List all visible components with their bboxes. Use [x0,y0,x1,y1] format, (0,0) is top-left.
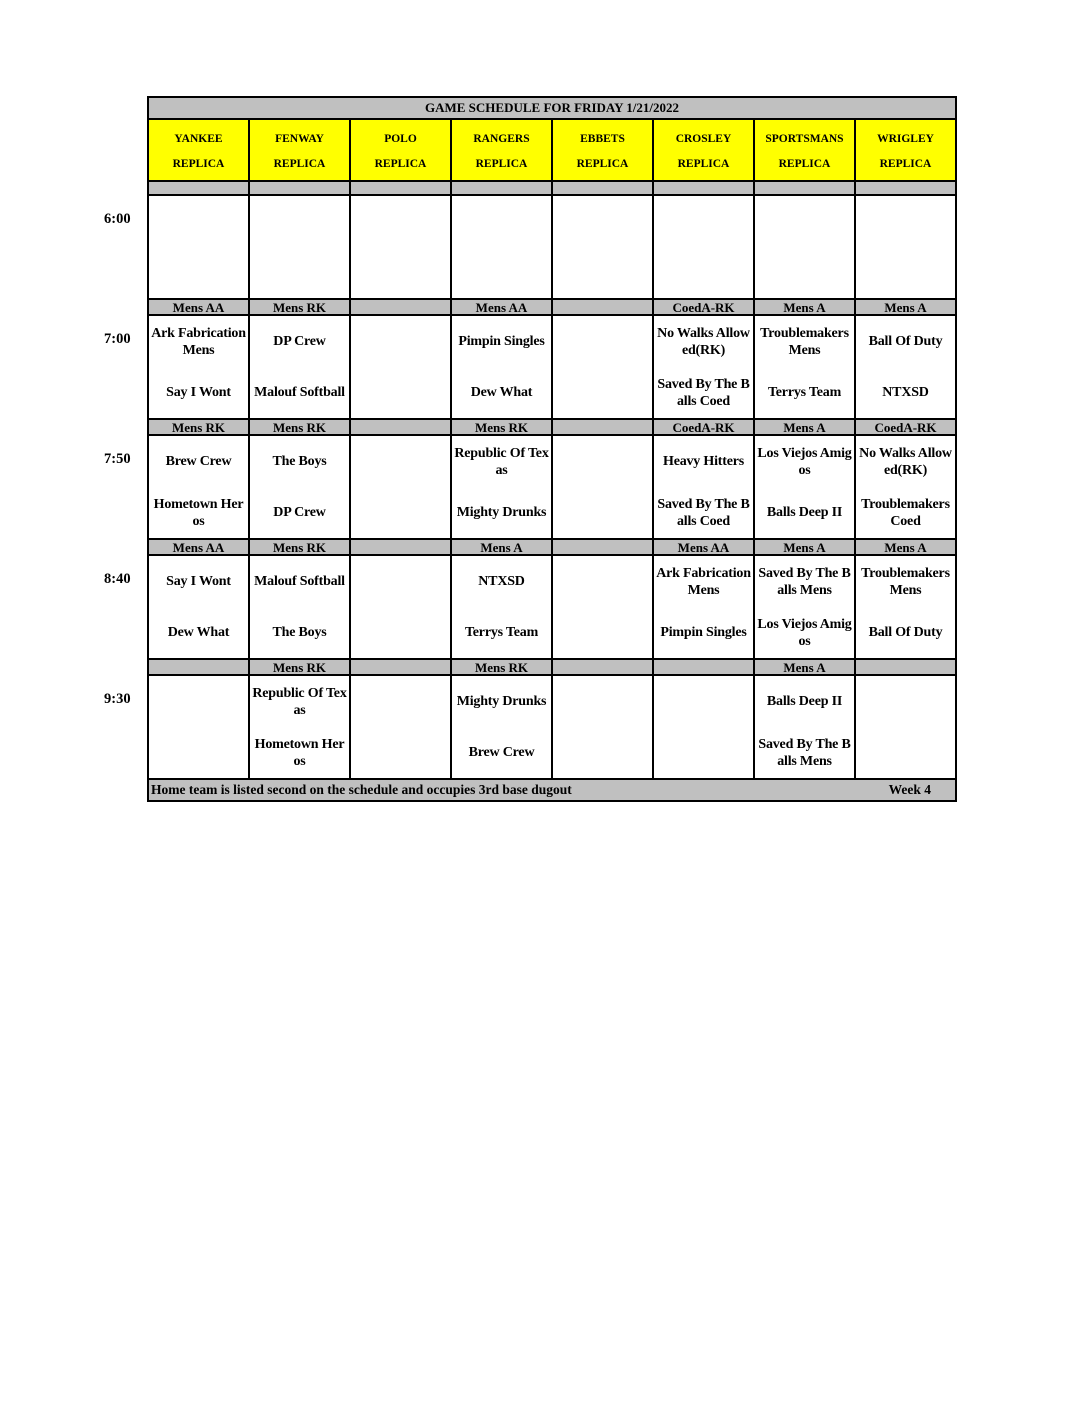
game-cell [553,196,654,298]
division-label: Mens AA [149,540,250,554]
away-team: Republic Of Texas [454,445,549,478]
division-label [553,540,654,554]
away-team: Troublemakers Mens [861,565,950,598]
home-team [351,487,450,538]
field-subtitle: REPLICA [172,157,225,170]
away-team: Republic Of Texas [252,685,347,718]
time-label: 6:00 [104,211,131,227]
game-cell [351,316,452,418]
game-cell [856,676,955,778]
away-team [452,196,551,247]
home-team: Say I Wont [166,385,231,400]
away-team [755,196,854,247]
game-cell [755,556,856,658]
home-team [351,727,450,778]
time-label: 9:30 [104,691,131,707]
game-row [149,556,955,660]
game-cell [149,556,250,658]
home-team: Brew Crew [468,745,535,760]
field-subtitle: REPLICA [879,157,932,170]
game-cell [149,196,250,298]
division-label: Mens AA [149,300,250,314]
division-label: Mens RK [250,420,351,434]
game-cell [250,676,351,778]
division-label: Mens RK [250,300,351,314]
field-subtitle: REPLICA [273,157,326,170]
division-label [351,300,452,314]
away-team: Troublemakers Mens [760,325,849,358]
field-name: EBBETS [580,132,625,145]
away-team: Say I Wont [166,574,231,589]
division-label: CoedA-RK [654,420,755,434]
field-header [755,120,856,180]
field-header [553,120,654,180]
away-team [250,196,349,247]
away-team [351,316,450,367]
division-label: Mens AA [452,300,553,314]
home-team: Terrys Team [464,625,539,640]
game-cell [654,316,755,418]
game-cell [856,196,955,298]
field-header [856,120,955,180]
away-team [351,196,450,247]
division-label: Mens A [755,300,856,314]
game-cell [250,556,351,658]
time-label: 7:50 [104,451,131,467]
away-team: Pimpin Singles [458,334,545,349]
away-team: Ball Of Duty [868,334,943,349]
away-team [553,316,652,367]
home-team: Malouf Softball [254,385,345,400]
away-team [149,196,248,247]
home-team: Balls Deep II [766,505,843,520]
home-team: Los Viejos Amigos [757,616,852,649]
away-team [553,556,652,607]
home-team: Dew What [470,385,533,400]
week-label: Week 4 [888,782,931,797]
field-name: CROSLEY [675,132,732,145]
home-team: Saved By The Balls Mens [758,736,851,769]
away-team: Malouf Softball [254,574,345,589]
home-team [856,247,955,298]
game-cell [654,676,755,778]
game-cell [250,316,351,418]
home-team [351,247,450,298]
home-team [149,247,248,298]
division-label [553,420,654,434]
field-header-row [149,120,955,182]
game-cell [755,316,856,418]
game-cell [452,436,553,538]
division-label: Mens RK [452,660,553,674]
field-name: WRIGLEY [877,132,934,145]
field-subtitle: REPLICA [778,157,831,170]
home-team: Hometown Heros [153,496,244,529]
home-team: Saved By The Balls Coed [657,496,750,529]
field-name: FENWAY [275,132,324,145]
away-team: Balls Deep II [766,694,843,709]
game-cell [452,316,553,418]
away-team: Saved By The Balls Mens [758,565,851,598]
division-label: Mens AA [654,540,755,554]
field-name: POLO [384,132,417,145]
field-header [149,120,250,180]
away-team [149,676,248,727]
game-cell [250,196,351,298]
game-cell [149,316,250,418]
field-name: RANGERS [473,132,530,145]
division-label [553,300,654,314]
home-team [351,367,450,418]
field-subtitle: REPLICA [677,157,730,170]
blank-band-cell [149,182,250,194]
division-label [149,660,250,674]
home-team: Troublemakers Coed [861,496,950,529]
home-team [553,487,652,538]
home-team: Mighty Drunks [456,505,547,520]
division-label: Mens A [755,660,856,674]
home-team [250,247,349,298]
home-team [654,727,753,778]
away-team: The Boys [272,454,327,469]
division-label: Mens A [452,540,553,554]
game-cell [553,556,654,658]
division-label: Mens A [884,540,927,554]
division-label: CoedA-RK [654,300,755,314]
division-label: Mens RK [250,660,351,674]
home-team [452,247,551,298]
field-subtitle: REPLICA [475,157,528,170]
home-team: Hometown Heros [254,736,345,769]
schedule-title: GAME SCHEDULE FOR FRIDAY 1/21/2022 [149,98,955,120]
division-label [856,660,955,674]
blank-band-cell [755,182,856,194]
blank-band [149,182,955,196]
game-cell [553,676,654,778]
game-cell [755,196,856,298]
division-label [553,660,654,674]
home-team [351,607,450,658]
game-cell [755,436,856,538]
field-subtitle: REPLICA [576,157,629,170]
division-label [351,420,452,434]
home-team: Saved By The Balls Coed [657,376,750,409]
away-team: Los Viejos Amigos [757,445,852,478]
away-team: Ark Fabrication Mens [656,565,751,598]
home-team [553,367,652,418]
home-team: Dew What [167,625,230,640]
home-team [654,247,753,298]
away-team [351,676,450,727]
game-row [149,676,955,780]
game-row [149,316,955,420]
game-cell [351,556,452,658]
away-team [654,196,753,247]
game-cell [755,676,856,778]
game-cell [452,556,553,658]
blank-band-cell [351,182,452,194]
game-cell [654,556,755,658]
division-label: Mens A [755,420,856,434]
division-label [351,540,452,554]
field-header [250,120,351,180]
away-team: DP Crew [273,334,326,349]
game-cell [452,676,553,778]
schedule-footer [149,780,955,800]
game-cell [351,436,452,538]
game-cell [553,316,654,418]
schedule-table [147,96,957,802]
away-team [856,196,955,247]
home-team [553,727,652,778]
blank-band-cell [654,182,755,194]
time-slots [149,196,955,780]
game-cell [149,436,250,538]
division-label [351,660,452,674]
game-cell [351,196,452,298]
away-team: No Walks Allowed(RK) [859,445,952,478]
field-header [351,120,452,180]
home-team [553,247,652,298]
home-team [553,607,652,658]
division-label: Mens RK [149,420,250,434]
away-team: NTXSD [478,574,525,589]
field-header [654,120,755,180]
field-header [452,120,553,180]
blank-band-cell [452,182,553,194]
away-team: Ark Fabrication Mens [151,325,246,358]
away-team [553,196,652,247]
home-team: Ball Of Duty [868,625,943,640]
time-label: 8:40 [104,571,131,587]
away-team [553,436,652,487]
division-row [149,540,955,556]
home-team [755,247,854,298]
division-label: Mens A [755,540,856,554]
away-team [856,676,955,727]
game-row [149,436,955,540]
division-row [149,300,955,316]
away-team: Heavy Hitters [663,454,744,469]
division-row [149,660,955,676]
time-label: 7:00 [104,331,131,347]
field-name: YANKEE [174,132,223,145]
division-label: Mens A [884,300,927,314]
away-team: No Walks Allowed(RK) [657,325,750,358]
division-label: Mens RK [452,420,553,434]
division-label: Mens RK [250,540,351,554]
blank-band-cell [553,182,654,194]
game-cell [553,436,654,538]
game-cell [452,196,553,298]
game-cell [250,436,351,538]
home-team: Pimpin Singles [660,625,747,640]
away-team [654,676,753,727]
division-label: CoedA-RK [874,420,937,434]
home-team: Terrys Team [767,385,842,400]
game-cell [654,436,755,538]
blank-band-cell [856,182,955,194]
division-label [654,660,755,674]
away-team [553,676,652,727]
game-row [149,196,955,300]
division-row [149,420,955,436]
away-team: Mighty Drunks [456,694,547,709]
home-team: NTXSD [882,385,929,400]
field-subtitle: REPLICA [374,157,427,170]
away-team [351,556,450,607]
game-cell [856,316,955,418]
home-team: DP Crew [273,505,326,520]
game-cell [351,676,452,778]
game-cell [654,196,755,298]
game-cell [149,676,250,778]
home-team [149,727,248,778]
home-team-note: Home team is listed second on the schedule and occupies 3rd base dugout [151,782,572,797]
home-team: The Boys [272,625,327,640]
field-name: SPORTSMANS [765,132,844,145]
blank-band-cell [250,182,351,194]
away-team [351,436,450,487]
away-team: Brew Crew [165,454,232,469]
game-cell [856,556,955,658]
game-cell [856,436,955,538]
home-team [856,727,955,778]
